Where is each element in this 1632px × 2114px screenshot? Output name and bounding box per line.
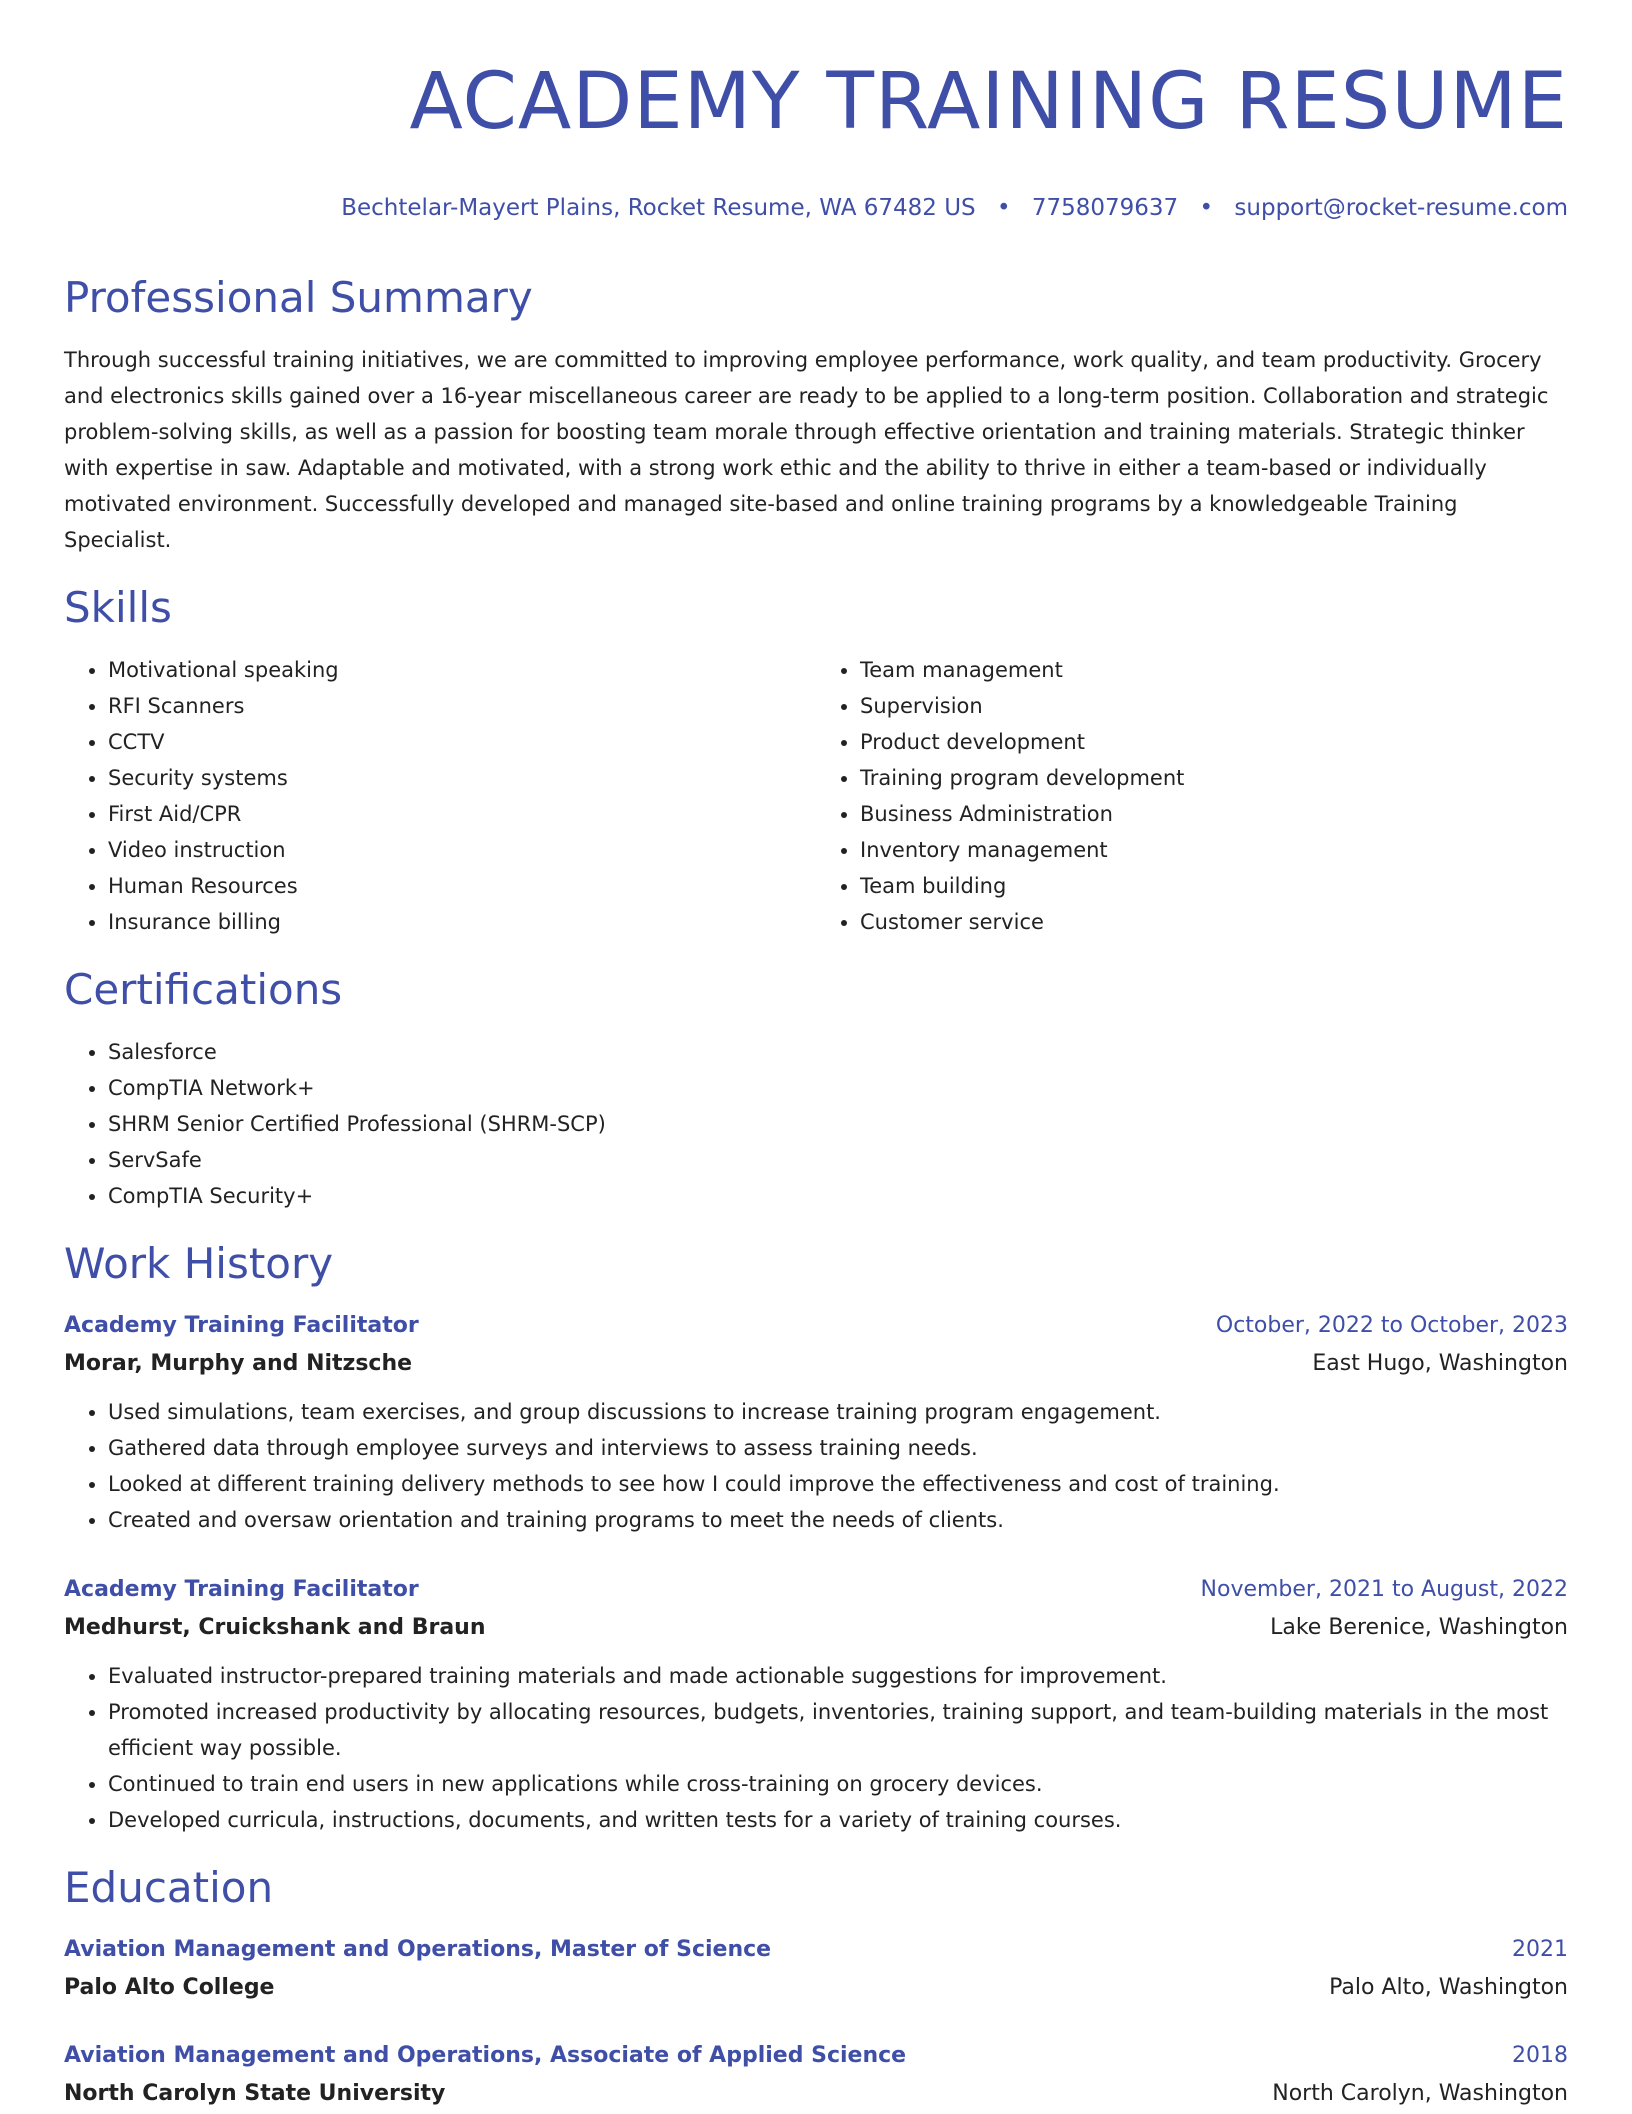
job-company-row [64,1608,1568,1648]
skill-item: • Motivational speaking [108,652,816,688]
skill-item: • Security systems [108,760,816,796]
job-title-row [64,1572,1568,1608]
skill-item: • Human Resources [108,868,816,904]
summary-text: Through successful training initiatives, we are committed to improving employee performance, work quality, and team productivity. Grocery and electronics skills gained over a 16-year miscellaneous career are ready to be applied to a long-term position. Collaboration and strategic problem-solving skills, as well as a passion for boosting team morale through effective orientation and training materials. Strategic thinker with expertise in saw. Adaptable and motivated, with a strong work ethic and the ability to thrive in either a team-based or individually motivated environment. Successfully developed and managed site-based and online training programs by a knowledgeable Training Specialist. [64,348,1549,552]
skill-item: • First Aid/CPR [108,796,816,832]
job-duty: • Continued to train end users in new applications while cross-training on grocery devices. [108,1766,1568,1802]
job-duty: • Used simulations, team exercises, and group discussions to increase training program engagement. [108,1394,1568,1430]
education-location: Palo Alto, Washington [1329,1975,1568,2000]
certification-item: • CompTIA Network+ [108,1070,1568,1106]
education-school-row [64,2074,1568,2114]
job-duty: • Evaluated instructor-prepared training materials and made actionable suggestions for improvement. [108,1658,1568,1694]
contact-phone[interactable]: 7758079637 [1031,195,1179,221]
education-entry [64,2038,1568,2114]
skill-item: • Product development [860,724,1568,760]
summary-heading: Professional Summary [64,273,533,322]
job-duty: • Created and oversaw orientation and training programs to meet the needs of clients. [108,1502,1568,1538]
contact-line [64,192,1568,224]
job-duty: • Looked at different training delivery methods to see how I could improve the effectiveness and cost of training. [108,1466,1568,1502]
job-entry [64,1572,1568,1838]
job-company: Medhurst, Cruickshank and Braun [64,1615,486,1640]
education-section [64,1862,1568,2114]
work-history-heading: Work History [64,1239,334,1288]
skill-item: • Video instruction [108,832,816,868]
education-school-row [64,1968,1568,2008]
skill-item: • Training program development [860,760,1568,796]
job-location: Lake Berenice, Washington [1270,1615,1568,1640]
skill-item: • Team management [860,652,1568,688]
skill-item: • Insurance billing [108,904,816,940]
certification-item: • Salesforce [108,1034,1568,1070]
education-degree-row [64,2038,1568,2074]
skill-item: • CCTV [108,724,816,760]
skills-columns [64,652,1568,940]
job-duty: • Developed curricula, instructions, documents, and written tests for a variety of training courses. [108,1802,1568,1838]
education-school: North Carolyn State University [64,2081,446,2106]
summary-section [64,272,1568,558]
job-dates: November, 2021 to August, 2022 [1200,1577,1568,1602]
certification-item: • ServSafe [108,1142,1568,1178]
education-year: 2018 [1512,2043,1568,2068]
education-year: 2021 [1512,1937,1568,1962]
job-entry [64,1308,1568,1538]
education-degree-row [64,1932,1568,1968]
skill-item: • RFI Scanners [108,688,816,724]
certifications-heading: Certifications [64,965,343,1014]
skills-section [64,582,1568,940]
skills-heading: Skills [64,583,172,632]
candidate-name: ACADEMY TRAINING RESUME [409,57,1568,147]
resume-header [64,0,1568,224]
job-duty: • Promoted increased productivity by allocating resources, budgets, inventories, training support, and team-building materials in the most efficient way possible. [108,1694,1568,1766]
education-entry [64,1932,1568,2008]
education-heading: Education [64,1863,274,1912]
education-location: North Carolyn, Washington [1272,2081,1568,2106]
contact-email[interactable]: support@rocket-resume.com [1234,195,1568,221]
skill-item: • Supervision [860,688,1568,724]
certification-item: • CompTIA Security+ [108,1178,1568,1214]
job-duties-list [64,1394,1568,1538]
job-title-row [64,1308,1568,1344]
contact-separator: • [996,195,1011,221]
certifications-list [64,1034,1568,1214]
skill-item: • Inventory management [860,832,1568,868]
job-title: Academy Training Facilitator [64,1577,419,1602]
skills-list-right [816,652,1568,940]
contact-separator: • [1199,195,1214,221]
skill-item: • Business Administration [860,796,1568,832]
work-history-section [64,1238,1568,1838]
job-duties-list [64,1658,1568,1838]
job-title: Academy Training Facilitator [64,1313,419,1338]
education-school: Palo Alto College [64,1975,275,2000]
education-degree: Aviation Management and Operations, Master of Science [64,1937,772,1962]
certifications-section [64,964,1568,1214]
job-location: East Hugo, Washington [1312,1351,1568,1376]
skill-item: • Customer service [860,904,1568,940]
job-duty: • Gathered data through employee surveys and interviews to assess training needs. [108,1430,1568,1466]
education-degree: Aviation Management and Operations, Associate of Applied Science [64,2043,907,2068]
skills-list-left [64,652,816,940]
certification-item: • SHRM Senior Certified Professional (SHRM-SCP) [108,1106,1568,1142]
job-dates: October, 2022 to October, 2023 [1215,1313,1568,1338]
skill-item: • Team building [860,868,1568,904]
job-company: Morar, Murphy and Nitzsche [64,1351,413,1376]
contact-address: Bechtelar-Mayert Plains, Rocket Resume, WA 67482 US [341,195,976,221]
job-company-row [64,1344,1568,1384]
